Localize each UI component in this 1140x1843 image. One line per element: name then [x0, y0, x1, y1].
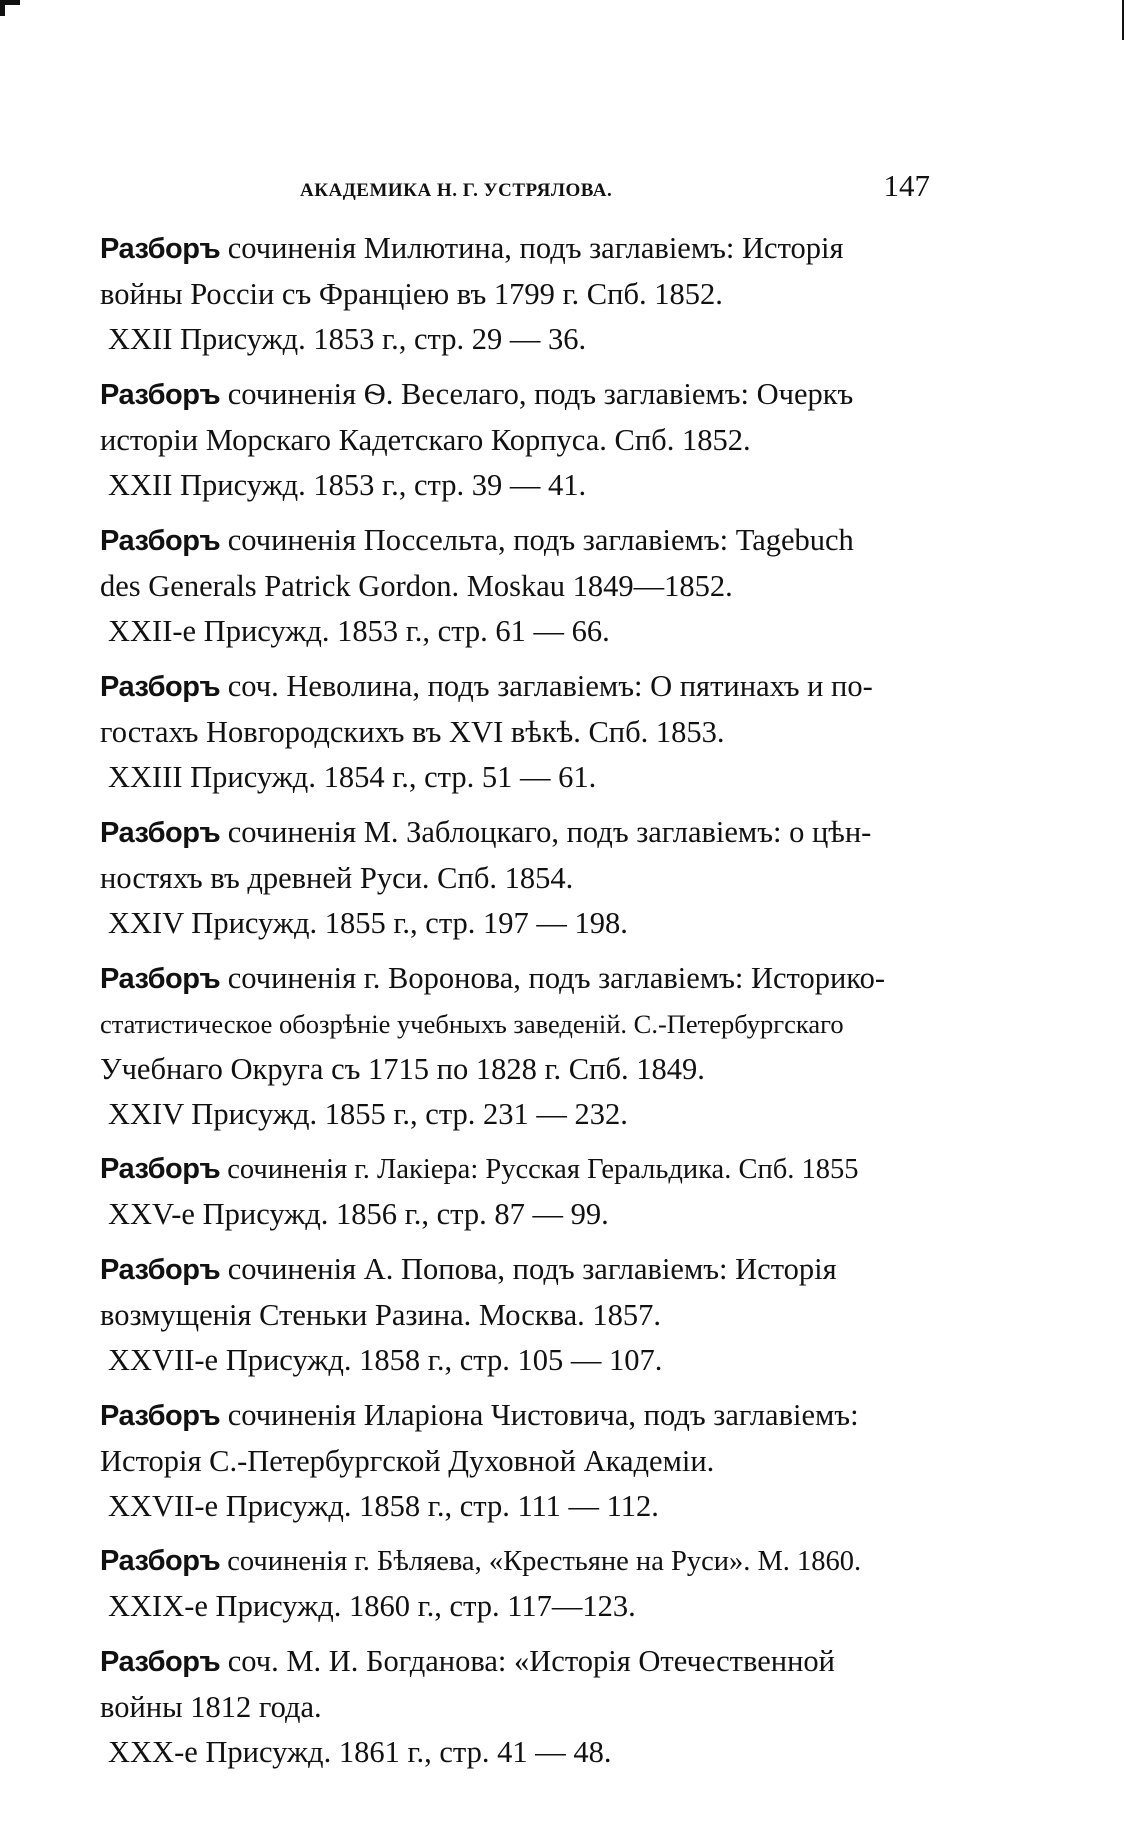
- entry-label: Разборъ: [100, 817, 221, 849]
- entry-text: сочиненія Поссельта, подъ заглавіемъ: Tagebuch: [220, 523, 854, 557]
- entry-label: Разборъ: [100, 525, 221, 557]
- review-entry: [100, 956, 938, 1137]
- entry-label: Разборъ: [100, 671, 221, 703]
- entry-award: XXX-е Присужд. 1861 г., стр. 41 — 48.: [108, 1735, 612, 1769]
- entry-text: сочиненія Иларіона Чистовича, подъ заглавіемъ:: [220, 1398, 859, 1432]
- review-entry: [100, 372, 938, 508]
- entry-text: сочиненія г. Бѣляева, «Крестьяне на Руси». М. 1860.: [220, 1546, 862, 1577]
- entry-label: Разборъ: [100, 1254, 221, 1286]
- entry-label: Разборъ: [100, 963, 221, 995]
- page-header: [300, 168, 930, 208]
- review-entry: [100, 1393, 938, 1529]
- entry-text-line: Исторія С.-Петербургской Духовной Академіи.: [100, 1444, 715, 1478]
- entry-award: XXIX-е Присужд. 1860 г., стр. 117—123.: [108, 1589, 636, 1623]
- entry-text-line: ностяхъ въ древней Руси. Спб. 1854.: [100, 861, 574, 895]
- entry-text: сочиненія М. Заблоцкаго, подъ заглавіемъ: о цѣн-: [220, 815, 872, 849]
- review-entry: [100, 518, 938, 654]
- entry-award: XXV-е Присужд. 1856 г., стр. 87 — 99.: [108, 1197, 609, 1231]
- entry-text-line: des Generals Patrick Gordon. Moskau 1849—1852.: [100, 569, 733, 603]
- entry-award: XXIII Присужд. 1854 г., стр. 51 — 61.: [108, 760, 597, 794]
- entry-text-line: войны 1812 года.: [100, 1690, 322, 1724]
- entry-text: сочиненія г. Воронова, подъ заглавіемъ: Историко-: [220, 961, 885, 995]
- review-entry: [100, 1247, 938, 1383]
- entry-label: Разборъ: [100, 1153, 221, 1185]
- entry-title-line: [100, 372, 938, 418]
- entry-award: XXII Присужд. 1853 г., стр. 29 — 36.: [108, 322, 587, 356]
- entry-label: Разборъ: [100, 1545, 221, 1577]
- review-entry: [100, 1639, 938, 1775]
- entry-title-line: [100, 664, 938, 710]
- entry-text: сочиненія А. Попова, подъ заглавіемъ: Исторія: [220, 1252, 837, 1286]
- entry-award: XXII-е Присужд. 1853 г., стр. 61 — 66.: [108, 614, 610, 648]
- entry-award: XXIV Присужд. 1855 г., стр. 197 — 198.: [108, 906, 628, 940]
- entry-label: Разборъ: [100, 1646, 221, 1678]
- entry-text: соч. Неволина, подъ заглавіемъ: О пятинахъ и по-: [220, 669, 873, 703]
- entry-title-line: [100, 518, 938, 564]
- review-entry: [100, 226, 938, 362]
- entry-text-line: гостахъ Новгородскихъ въ XVI вѣкѣ. Спб. 1853.: [100, 715, 725, 749]
- review-entries-list: [100, 226, 938, 1785]
- entry-title-line: [100, 1147, 938, 1192]
- entry-text-line: войны Россіи съ Франціею въ 1799 г. Спб. 1852.: [100, 277, 723, 311]
- entry-text-line: Учебнаго Округа съ 1715 по 1828 г. Спб. 1849.: [100, 1052, 705, 1086]
- entry-title-line: [100, 810, 938, 856]
- running-title: АКАДЕМИКА Н. Г. УСТРЯЛОВА.: [300, 180, 613, 201]
- entry-label: Разборъ: [100, 233, 221, 265]
- entry-label: Разборъ: [100, 379, 221, 411]
- entry-title-line: [100, 1539, 938, 1584]
- entry-text-line: статистическое обозрѣніе учебныхъ заведеній. С.-Петербургскаго: [100, 1009, 844, 1039]
- entry-text: сочиненія Ѳ. Веселаго, подъ заглавіемъ: Очеркъ: [220, 377, 854, 411]
- entry-text: сочиненія Милютина, подъ заглавіемъ: Исторія: [220, 231, 844, 265]
- entry-title-line: [100, 1393, 938, 1439]
- page-number: 147: [883, 168, 930, 203]
- entry-award: XXIV Присужд. 1855 г., стр. 231 — 232.: [108, 1097, 628, 1131]
- review-entry: [100, 810, 938, 946]
- review-entry: [100, 1539, 938, 1629]
- entry-award: XXII Присужд. 1853 г., стр. 39 — 41.: [108, 468, 587, 502]
- entry-text-line: исторіи Морскаго Кадетскаго Корпуса. Спб. 1852.: [100, 423, 751, 457]
- entry-award: XXVII-е Присужд. 1858 г., стр. 111 — 112.: [108, 1489, 659, 1523]
- entry-text: соч. М. И. Богданова: «Исторія Отечественной: [220, 1644, 835, 1678]
- entry-title-line: [100, 956, 938, 1002]
- entry-label: Разборъ: [100, 1400, 221, 1432]
- entry-title-line: [100, 1247, 938, 1293]
- review-entry: [100, 664, 938, 800]
- scan-corner-mark: [0, 0, 20, 16]
- review-entry: [100, 1147, 938, 1237]
- scan-edge-rule: [1122, 0, 1124, 40]
- entry-award: XXVII-е Присужд. 1858 г., стр. 105 — 107.: [108, 1343, 663, 1377]
- entry-text: сочиненія г. Лакіера: Русская Геральдика. Спб. 1855: [220, 1154, 859, 1185]
- entry-text-line: возмущенія Стеньки Разина. Москва. 1857.: [100, 1298, 662, 1332]
- entry-title-line: [100, 226, 938, 272]
- entry-title-line: [100, 1639, 938, 1685]
